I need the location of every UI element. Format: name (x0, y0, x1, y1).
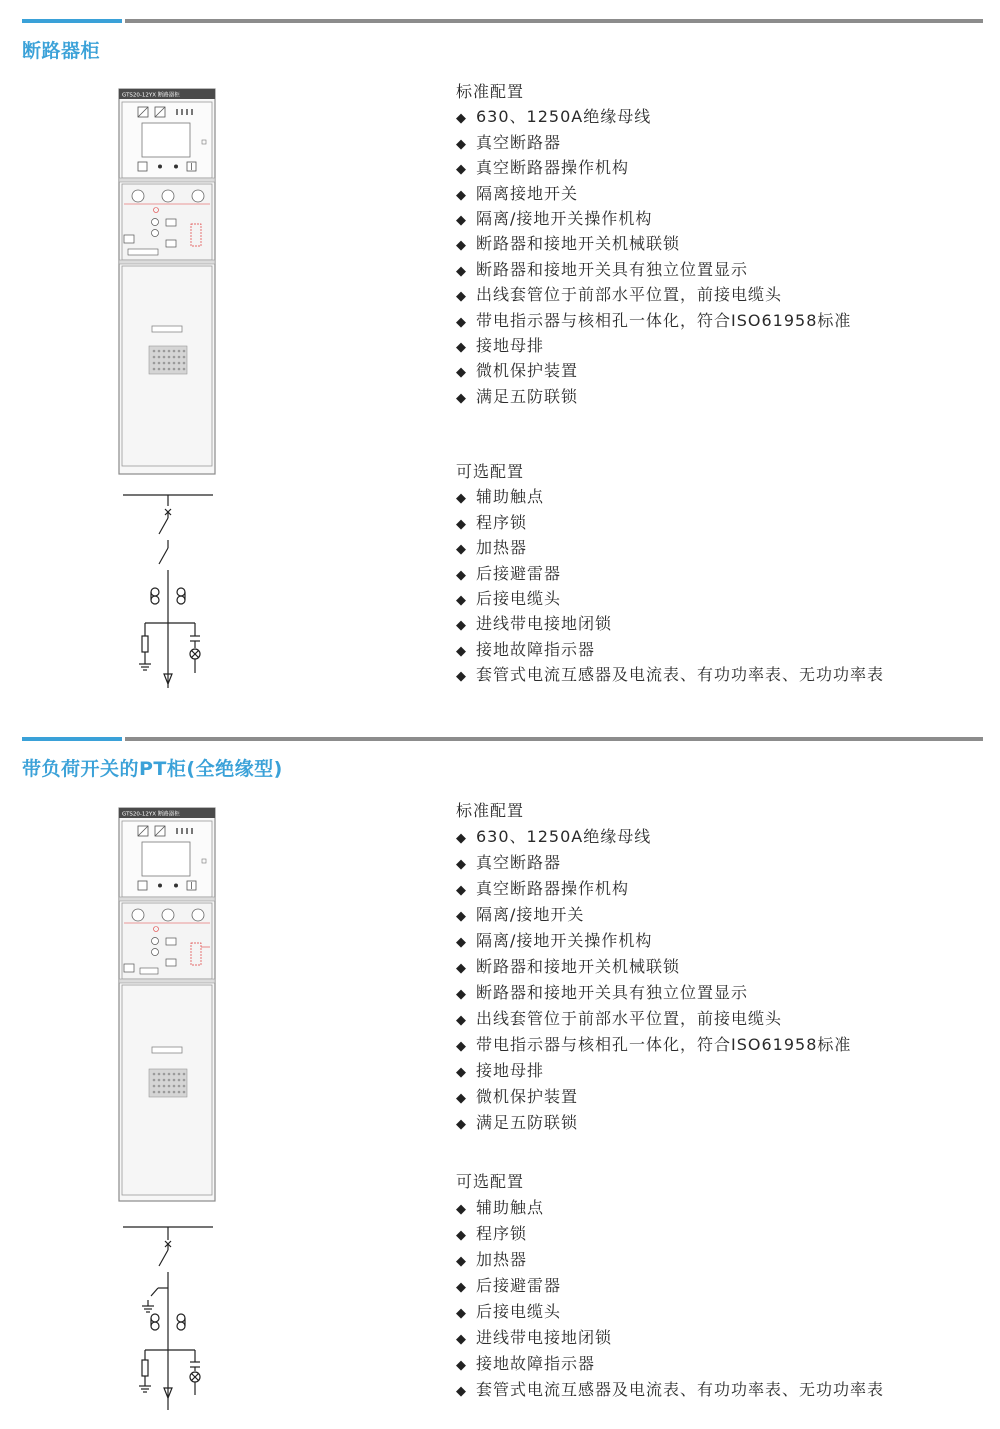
list-item: ◆ 后接电缆头 (456, 586, 884, 611)
list-item: ◆ 加热器 (456, 1247, 884, 1273)
diamond-bullet-icon: ◆ (456, 1228, 467, 1243)
list-item: ◆ 程序锁 (456, 1221, 884, 1247)
diamond-bullet-icon: ◆ (456, 618, 467, 634)
standard-config-title: 标准配置 (456, 82, 525, 101)
list-item: ◆ 出线套管位于前部水平位置，前接电缆头 (456, 1006, 851, 1032)
diamond-bullet-icon: ◆ (456, 365, 467, 381)
cabinet-label: GTS20-12YX 断路器柜 (122, 811, 180, 818)
diamond-bullet-icon: ◆ (456, 1254, 467, 1269)
list-item: ◆ 隔离/接地开关操作机构 (456, 928, 851, 954)
diamond-bullet-icon: ◆ (456, 162, 467, 178)
diamond-bullet-icon: ◆ (456, 516, 467, 532)
list-item: ◆ 接地故障指示器 (456, 1351, 884, 1377)
diamond-bullet-icon: ◆ (456, 187, 467, 203)
optional-config-title: 可选配置 (456, 462, 525, 481)
list-item: ◆ 真空断路器 (456, 130, 851, 155)
diamond-bullet-icon: ◆ (456, 1306, 467, 1321)
optional-config-list-2 (456, 1169, 884, 1403)
diamond-bullet-icon: ◆ (456, 831, 467, 846)
diamond-bullet-icon: ◆ (456, 339, 467, 355)
diamond-bullet-icon: ◆ (456, 1065, 467, 1080)
diamond-bullet-icon: ◆ (456, 1358, 467, 1373)
single-line-diagram-1 (118, 488, 218, 693)
standard-config-list-1 (456, 79, 851, 409)
diamond-bullet-icon: ◆ (456, 542, 467, 558)
diamond-bullet-icon: ◆ (456, 592, 467, 608)
list-item: ◆ 接地母排 (456, 333, 851, 358)
diamond-bullet-icon: ◆ (456, 111, 467, 127)
list-item: ◆ 断路器和接地开关具有独立位置显示 (456, 257, 851, 282)
list-item: ◆ 630、1250A绝缘母线 (456, 104, 851, 129)
list-item: ◆ 后接避雷器 (456, 561, 884, 586)
diamond-bullet-icon: ◆ (456, 857, 467, 872)
section-2-title: 带负荷开关的PT柜(全绝缘型) (22, 758, 283, 780)
diamond-bullet-icon: ◆ (456, 961, 467, 976)
list-item: ◆ 后接电缆头 (456, 1299, 884, 1325)
diamond-bullet-icon: ◆ (456, 1039, 467, 1054)
optional-config-list-1 (456, 459, 884, 688)
list-item: ◆ 接地故障指示器 (456, 637, 884, 662)
diamond-bullet-icon: ◆ (456, 643, 467, 659)
list-item: ◆ 630、1250A绝缘母线 (456, 824, 851, 850)
list-item: ◆ 断路器和接地开关机械联锁 (456, 231, 851, 256)
diamond-bullet-icon: ◆ (456, 1332, 467, 1347)
diamond-bullet-icon: ◆ (456, 1117, 467, 1132)
diamond-bullet-icon: ◆ (456, 567, 467, 583)
diamond-bullet-icon: ◆ (456, 314, 467, 330)
list-item: ◆ 带电指示器与核相孔一体化，符合ISO61958标准 (456, 1032, 851, 1058)
list-item: ◆ 满足五防联锁 (456, 384, 851, 409)
diamond-bullet-icon: ◆ (456, 1091, 467, 1106)
diamond-bullet-icon: ◆ (456, 136, 467, 152)
list-item: ◆ 加热器 (456, 535, 884, 560)
list-item: ◆ 出线套管位于前部水平位置，前接电缆头 (456, 282, 851, 307)
rule-gray (125, 737, 983, 741)
diamond-bullet-icon: ◆ (456, 1202, 467, 1217)
list-item: ◆ 隔离/接地开关 (456, 902, 851, 928)
diamond-bullet-icon: ◆ (456, 491, 467, 507)
list-item: ◆ 微机保护装置 (456, 1084, 851, 1110)
list-item: ◆ 断路器和接地开关具有独立位置显示 (456, 980, 851, 1006)
diamond-bullet-icon: ◆ (456, 289, 467, 305)
switchgear-cabinet-illustration-2 (118, 807, 216, 1203)
diamond-bullet-icon: ◆ (456, 238, 467, 254)
diamond-bullet-icon: ◆ (456, 263, 467, 279)
list-item: ◆ 套管式电流互感器及电流表、有功功率表、无功功率表 (456, 662, 884, 687)
list-item: ◆ 隔离/接地开关操作机构 (456, 206, 851, 231)
switchgear-cabinet-illustration-1 (118, 88, 216, 476)
list-item: ◆ 微机保护装置 (456, 358, 851, 383)
list-item: ◆ 隔离接地开关 (456, 181, 851, 206)
diamond-bullet-icon: ◆ (456, 935, 467, 950)
list-item: ◆ 进线带电接地闭锁 (456, 1325, 884, 1351)
list-item: ◆ 进线带电接地闭锁 (456, 611, 884, 636)
diamond-bullet-icon: ◆ (456, 212, 467, 228)
cabinet-label: GTS20-12YX 断路器柜 (122, 92, 180, 99)
diamond-bullet-icon: ◆ (456, 1280, 467, 1295)
rule-accent (22, 737, 122, 741)
standard-config-title: 标准配置 (456, 801, 525, 820)
list-item: ◆ 真空断路器 (456, 850, 851, 876)
section-1-title: 断路器柜 (22, 40, 101, 62)
list-item: ◆ 程序锁 (456, 510, 884, 535)
diamond-bullet-icon: ◆ (456, 909, 467, 924)
list-item: ◆ 真空断路器操作机构 (456, 876, 851, 902)
diamond-bullet-icon: ◆ (456, 987, 467, 1002)
diamond-bullet-icon: ◆ (456, 1384, 467, 1399)
diamond-bullet-icon: ◆ (456, 883, 467, 898)
section-1-rule (22, 19, 983, 23)
list-item: ◆ 辅助触点 (456, 1195, 884, 1221)
rule-gray (125, 19, 983, 23)
list-item: ◆ 套管式电流互感器及电流表、有功功率表、无功功率表 (456, 1377, 884, 1403)
standard-config-list-2 (456, 798, 851, 1136)
rule-accent (22, 19, 122, 23)
list-item: ◆ 满足五防联锁 (456, 1110, 851, 1136)
diamond-bullet-icon: ◆ (456, 1013, 467, 1028)
single-line-diagram-2 (118, 1220, 218, 1412)
diamond-bullet-icon: ◆ (456, 390, 467, 406)
diamond-bullet-icon: ◆ (456, 669, 467, 685)
section-2-rule (22, 737, 983, 741)
list-item: ◆ 真空断路器操作机构 (456, 155, 851, 180)
list-item: ◆ 带电指示器与核相孔一体化，符合ISO61958标准 (456, 308, 851, 333)
optional-config-title: 可选配置 (456, 1172, 525, 1191)
list-item: ◆ 辅助触点 (456, 484, 884, 509)
list-item: ◆ 后接避雷器 (456, 1273, 884, 1299)
list-item: ◆ 接地母排 (456, 1058, 851, 1084)
list-item: ◆ 断路器和接地开关机械联锁 (456, 954, 851, 980)
